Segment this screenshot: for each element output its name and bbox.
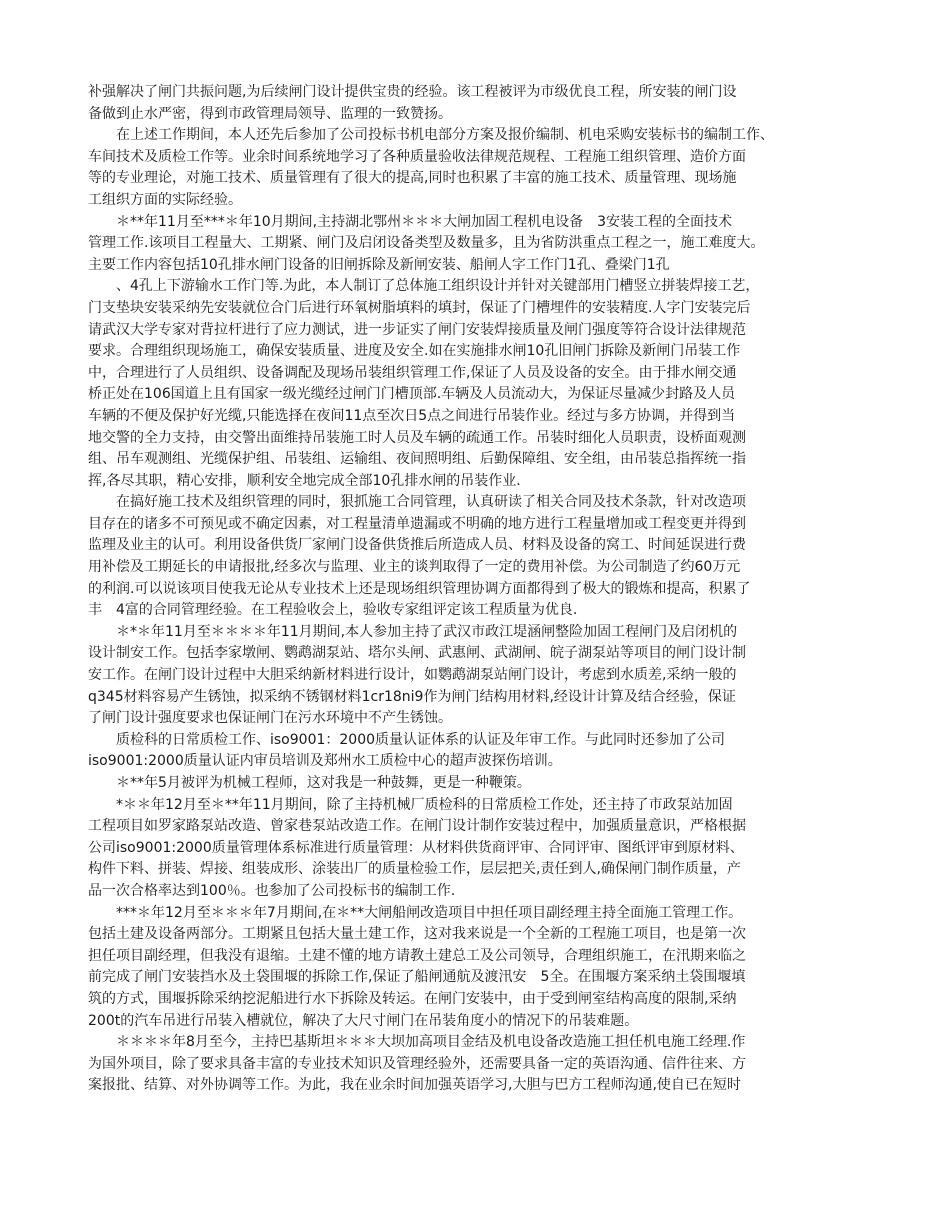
text-line: 用补偿及工期延长的申请报批,经多次与监理、业主的谈判取得了一定的费用补偿。为公司制造了约60万元 [88, 559, 741, 576]
text-line: 了闸门设计强度要求也保证闸门在污水环境中不产生锈蚀。 [88, 710, 452, 727]
text-line: 监理及业主的认可。利用设备供货厂家闸门设备供货推后所造成人员、材料及设备的窝工、时间延误进行费 [88, 537, 746, 554]
text-line: 包括土建及设备两部分。工期紧且包括大量土建工作，这对我来说是一个全新的工程施工项目，也是第一次 [88, 926, 746, 943]
text-line: ＊**年11月至***＊年10月期间,主持湖北鄂州＊＊＊大闸加固工程机电设备 3安装工程的全面技术 [88, 213, 732, 230]
text-line: 安工作。在闸门设计过程中大胆采纳新材料进行设计，如鹦鹉湖泵站闸门设计，考虑到水质差,采纳一般的 [88, 667, 737, 684]
text-line: 品一次合格率达到100％。也参加了公司投标书的编制工作. [88, 882, 456, 899]
text-line: 备做到止水严密，得到市政管理局领导、监理的一致赞扬。 [88, 105, 452, 122]
text-line: 、4孔上下游输水工作门等.为此，本人制订了总体施工组织设计并针对关键部用门槽竖立拼装焊接工艺， [88, 278, 760, 295]
text-line: 挥,各尽其职，精心安排，顺利安全地完成全部10孔排水闸的吊装作业. [88, 472, 521, 489]
text-line: 桥正处在106国道上且有国家一级光缆经过闸门门槽顶部.车辆及人员流动大，为保证尽量减少封路及人员 [88, 386, 736, 403]
text-line: ***＊年12月至＊＊＊年7月期间,在＊**大闸船闸改造项目中担任项目副经理主持全面施工管理工作。 [88, 904, 743, 921]
text-line: 公司iso9001:2000质量管理体系标准进行质量管理：从材料供货商评审、合同评审、图纸评审到原材料、 [88, 839, 744, 856]
text-line: ＊*＊年11月至＊＊＊＊年11月期间,本人参加主持了武汉市政江堤涵闸整险加固工程闸门及启闭机的 [88, 623, 738, 640]
text-line: *＊＊年12月至＊**年11月期间，除了主持机械厂质检科的日常质检工作处，还主持了市政泵站加固 [88, 796, 733, 813]
text-line: 中，合理进行了人员组织、设备调配及现场吊装组织管理工作,保证了人员及设备的安全。由于排水闸交通 [88, 364, 737, 381]
text-line: ＊**年5月被评为机械工程师，这对我是一种鼓舞，更是一种鞭策。 [88, 775, 531, 791]
text-line: 要求。合理组织现场施工，确保安装质量、进度及安全.如在实施排水闸10孔旧闸门拆除及新闸门吊装工作 [88, 343, 741, 360]
text-line: 在上述工作期间，本人还先后参加了公司投标书机电部分方案及报价编制、机电采购安装标书的编制工作、 [88, 127, 774, 144]
text-line: 质检科的日常质检工作、iso9001：2000质量认证体系的认证及年审工作。与此同时还参加了公司 [88, 731, 726, 748]
document-body-text [88, 82, 860, 1097]
text-line: 工程项目如罗家路泵站改造、曾家巷泵站改造工作。在闸门设计制作安装过程中，加强质量意识，严格根据 [88, 818, 746, 835]
text-line: 等的专业理论，对施工技术、质量管理有了很大的提高,同时也积累了丰富的施工技术、质量管理、现场施 [88, 170, 737, 187]
text-line: 组、吊车观测组、光缆保护组、吊装组、运输组、夜间照明组、后勤保障组、安全组，由吊装总指挥统一指 [88, 451, 746, 468]
text-line: iso9001:2000质量认证内审员培训及郑州水工质检中心的超声波探伤培训。 [88, 753, 562, 770]
text-line: 主要工作内容包括10孔排水闸门设备的旧闸拆除及新闸安装、船闸人字工作门1孔、叠梁门1孔 [88, 256, 670, 273]
text-line: 工组织方面的实际经验。 [88, 191, 242, 208]
text-line: 200t的汽车吊进行吊装入槽就位，解决了大尺寸闸门在吊装角度小的情况下的吊装难题。 [88, 1012, 639, 1029]
text-line: 构件下料、拼装、焊接、组装成形、涂装出厂的质量检验工作，层层把关,责任到人,确保闸门制作质量，产 [88, 861, 741, 878]
text-line: q345材料容易产生锈蚀，拟采纳不锈钢材料1cr18ni9作为闸门结构用材料,经设计计算及结合经验，保证 [88, 688, 736, 705]
text-line: 门支垫块安装采纳先安装就位合门后进行环氧树脂填料的填封，保证了门槽埋件的安装精度.人字门安装完后 [88, 299, 751, 316]
text-line: 担任项目副经理，但我没有退缩。土建不懂的地方请教土建总工及公司领导，合理组织施工，在汛期来临之 [88, 947, 746, 964]
text-line: ＊＊＊＊年8月至今，主持巴基斯坦＊＊＊大坝加高项目金结及机电设备改造施工担任机电施工经理.作 [88, 1034, 746, 1051]
text-line: 案报批、结算、对外协调等工作。为此，我在业余时间加强英语学习,大胆与巴方工程师沟通,使自已在短时 [88, 1077, 741, 1094]
text-line: 地交警的全力支持，由交警出面维持吊装施工时人员及车辆的疏通工作。吊装时细化人员职责，设桥面观测 [88, 429, 746, 446]
text-line: 车辆的不便及保护好光缆,只能选择在夜间11点至次日5点之间进行吊装作业。经过与多方协调，并得到当 [88, 407, 736, 424]
text-line: 设计制安工作。包括李家墩闸、鹦鹉湖泵站、塔尔头闸、武惠闸、武湖闸、皖子湖泵站等项目的闸门设计制 [88, 645, 746, 662]
text-line: 车间技术及质检工作等。业余时间系统地学习了各种质量验收法律规范规程、工程施工组织管理、造价方面 [88, 148, 746, 165]
text-line: 补强解决了闸门共振问题,为后续闸门设计提供宝贵的经验。该工程被评为市级优良工程，所安装的闸门设 [88, 84, 737, 100]
text-line: 请武汉大学专家对背拉杆进行了应力测试，进一步证实了闸门安装焊接质量及闸门强度等符合设计法律规范 [88, 321, 746, 338]
text-line: 管理工作.该项目工程量大、工期紧、闸门及启闭设备类型及数量多，且为省防洪重点工程之一，施工难度大。 [88, 235, 765, 252]
text-line: 为国外项目，除了要求具备丰富的专业技术知识及管理经验外，还需要具备一定的英语沟通、信件往来、方 [88, 1055, 746, 1072]
text-line: 在搞好施工技术及组织管理的同时，狠抓施工合同管理，认真研读了相关合同及技术条款，针对改造项 [88, 494, 746, 511]
text-line: 筑的方式，围堰拆除采纳挖泥船进行水下拆除及转运。在闸门安装中，由于受到闸室结构高度的限制,采纳 [88, 990, 737, 1007]
text-line: 前完成了闸门安装挡水及土袋围堰的拆除工作,保证了船闸通航及渡汛安 5全。在围堰方案采纳土袋围堰填 [88, 969, 746, 986]
text-line: 的利润.可以说该项目使我无论从专业技术上还是现场组织管理协调方面都得到了极大的锻炼和提高，积累了 [88, 580, 751, 597]
text-line: 丰 4富的合同管理经验。在工程验收会上，验收专家组评定该工程质量为优良. [88, 602, 578, 619]
text-line: 目存在的诸多不可预见或不确定因素，对工程量清单遗漏或不明确的地方进行工程量增加或工程变更并得到 [88, 515, 746, 532]
